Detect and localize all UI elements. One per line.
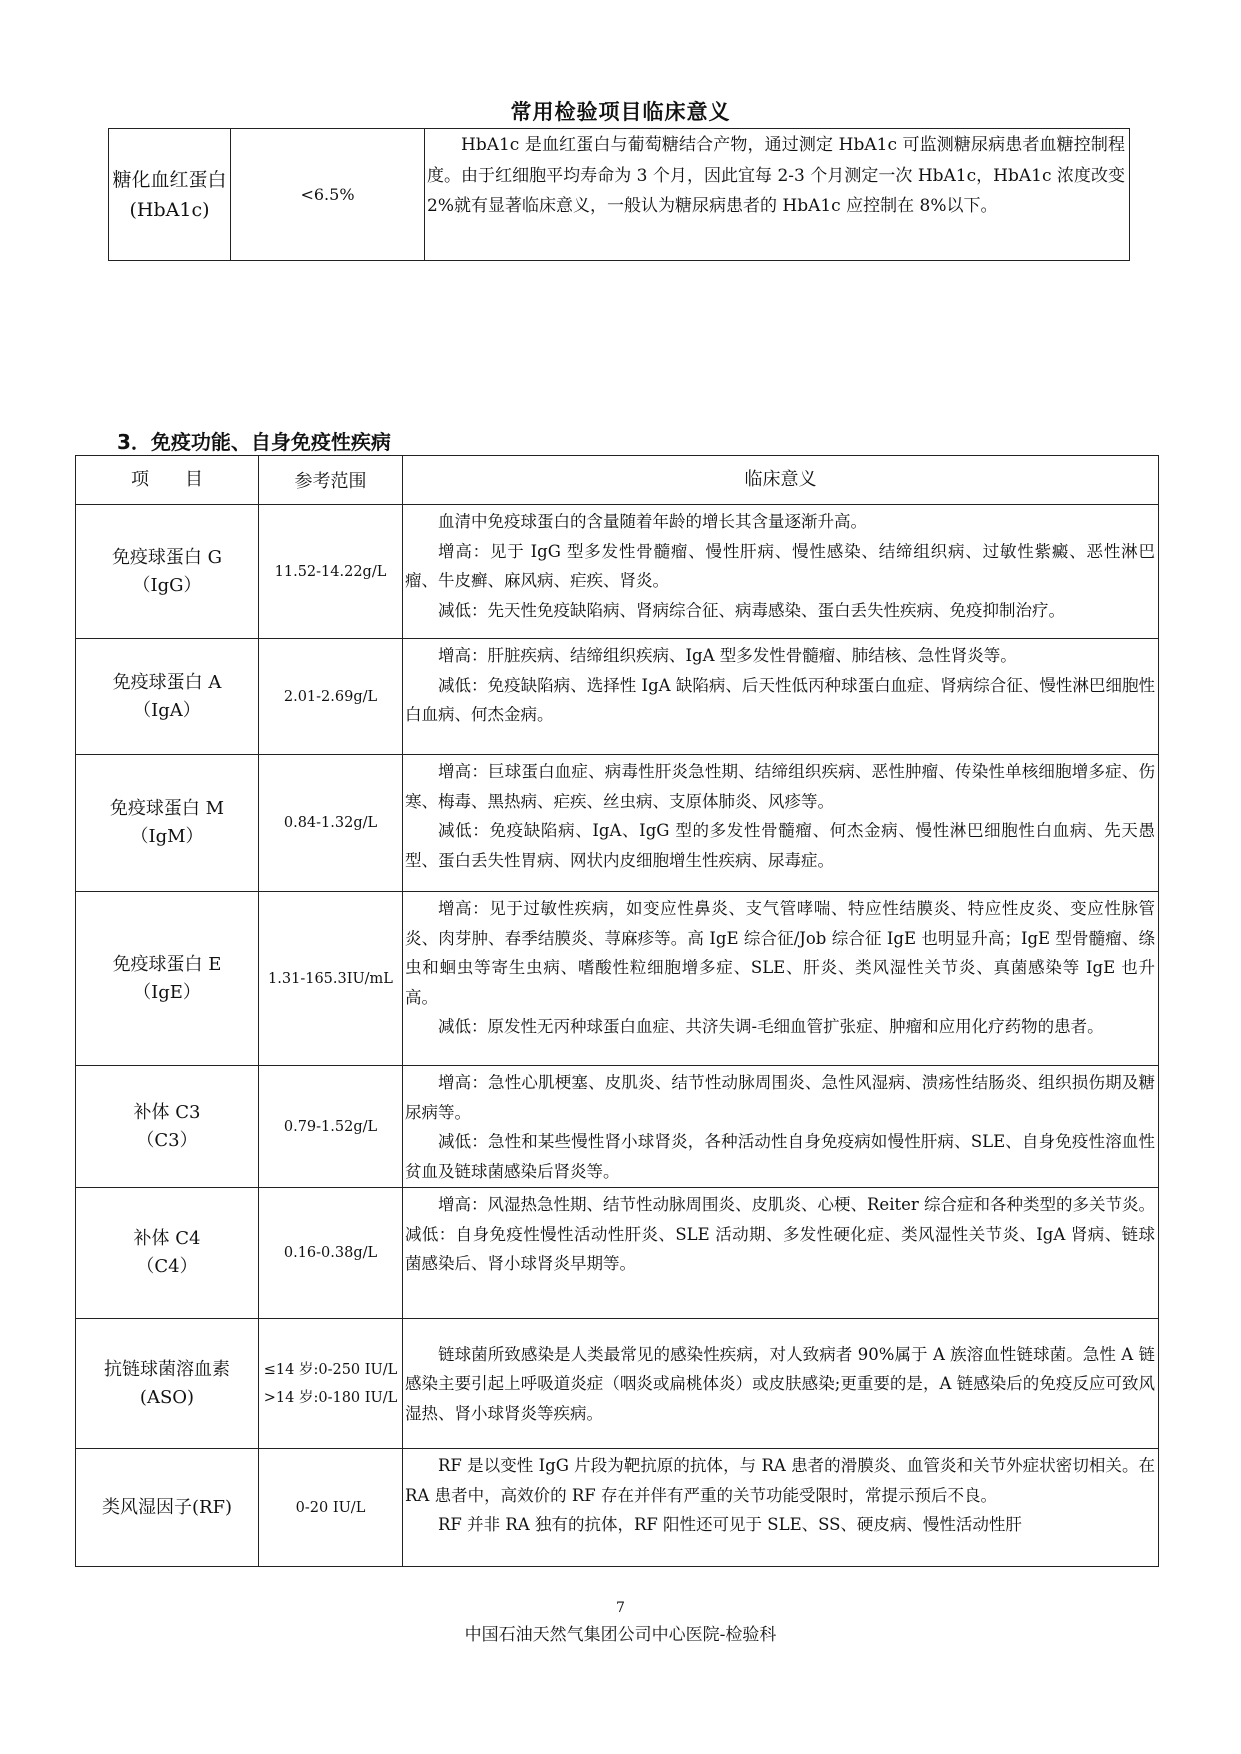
table-row-aso: [76, 1319, 1159, 1449]
table-row-c4: [76, 1188, 1159, 1319]
item-name: 类风湿因子(RF): [101, 1496, 233, 1518]
clinical-meaning: HbA1c 是血红蛋白与葡萄糖结合产物，通过测定 HbA1c 可监测糖尿病患者血糖控制程度。由于红细胞平均寿命为 3 个月，因此宜每 2-3 个月测定一次 HbA1c，HbA1c 浓度改变 2%就有显著临床意义，一般认为糖尿病患者的 HbA1c 应控制在 8%以下。: [427, 135, 1125, 216]
clinical-meaning-cell: [403, 1449, 1159, 1567]
item-abbreviation: （IgE）: [133, 981, 201, 1003]
item-name-cell: [76, 1188, 259, 1319]
reference-range: 2.01-2.69g/L: [259, 639, 403, 755]
clinical-meaning-cell: [403, 1319, 1159, 1449]
item-name: 免疫球蛋白 A: [112, 671, 222, 693]
reference-range: 0.79-1.52g/L: [259, 1066, 403, 1188]
meaning-paragraph: 增高：巨球蛋白血症、病毒性肝炎急性期、结缔组织疾病、恶性肿瘤、传染性单核细胞增多症、伤寒、梅毒、黑热病、疟疾、丝虫病、支原体肺炎、风疹等。: [405, 762, 1155, 811]
meaning-paragraph: 减低：自身免疫性慢性活动性肝炎、SLE 活动期、多发性硬化症、类风湿性关节炎、IgA 肾病、链球菌感染后、肾小球肾炎早期等。: [405, 1224, 1155, 1273]
reference-range-child: ≤14 岁:0-250 IU/L: [263, 1361, 398, 1378]
reference-range-cell: [231, 129, 425, 261]
clinical-meaning-cell: [403, 505, 1159, 639]
reference-range-adult: >14 岁:0-180 IU/L: [263, 1389, 398, 1406]
item-abbreviation: （IgM）: [130, 826, 204, 847]
meaning-paragraph: 减低：原发性无丙种球蛋白血症、共济失调-毛细血管扩张症、肿瘤和应用化疗药物的患者。: [438, 1017, 1104, 1036]
immune-function-table: [75, 455, 1159, 1567]
item-name-cell: [76, 1319, 259, 1449]
reference-range: 11.52-14.22g/L: [259, 505, 403, 639]
meaning-paragraph: 减低：急性和某些慢性肾小球肾炎，各种活动性自身免疫病如慢性肝病、SLE、自身免疫性溶血性贫血及链球菌感染后肾炎等。: [405, 1132, 1155, 1181]
item-name-cell: [76, 755, 259, 892]
meaning-paragraph: 增高：肝脏疾病、结缔组织疾病、IgA 型多发性骨髓瘤、肺结核、急性肾炎等。: [438, 646, 1017, 665]
header-clinical-meaning: 临床意义: [403, 456, 1159, 505]
item-name-cell: [76, 505, 259, 639]
clinical-meaning-cell: [403, 892, 1159, 1066]
section-heading: 3．免疫功能、自身免疫性疾病: [117, 430, 391, 454]
table-row-iga: [76, 639, 1159, 755]
meaning-paragraph: 增高：见于 IgG 型多发性骨髓瘤、慢性肝病、慢性感染、结缔组织病、过敏性紫癜、恶性淋巴瘤、牛皮癣、麻风病、疟疾、肾炎。: [405, 541, 1155, 590]
clinical-meaning-cell: [403, 755, 1159, 892]
item-name-cell: [76, 639, 259, 755]
meaning-paragraph: 增高：见于过敏性疾病，如变应性鼻炎、支气管哮喘、特应性结膜炎、特应性皮炎、变应性脉管炎、肉芽肿、春季结膜炎、荨麻疹等。高 IgE 综合征/Job 综合征 IgE 也明显升高；IgE 型骨髓瘤、绦虫和蛔虫等寄生虫病、嗜酸性粒细胞增多症、SLE、肝炎、类风湿性关节炎、真菌感染等 IgE 也升高。: [405, 899, 1155, 1007]
page-number: 7: [616, 1600, 625, 1616]
reference-range: 0.16-0.38g/L: [259, 1188, 403, 1319]
item-name: 免疫球蛋白 G: [111, 546, 223, 568]
item-name-cell: [109, 129, 231, 261]
item-name-cell: [76, 892, 259, 1066]
table-row-igm: [76, 755, 1159, 892]
meaning-paragraph: RF 是以变性 IgG 片段为靶抗原的抗体，与 RA 患者的滑膜炎、血管炎和关节外症状密切相关。在 RA 患者中，高效价的 RF 存在并伴有严重的关节功能受限时，常提示预后不良。: [405, 1456, 1155, 1505]
item-name-cell: [76, 1449, 259, 1567]
table-row-rf: [76, 1449, 1159, 1567]
table-row-ige: [76, 892, 1159, 1066]
meaning-paragraph: 减低：先天性免疫缺陷病、肾病综合征、病毒感染、蛋白丢失性疾病、免疫抑制治疗。: [438, 600, 1065, 620]
clinical-meaning-cell: [403, 1066, 1159, 1188]
table-header-row: [76, 456, 1159, 505]
hba1c-table: [108, 128, 1130, 261]
table-row-c3: [76, 1066, 1159, 1188]
table-row-igg: [76, 505, 1159, 639]
table-row: [109, 129, 1130, 261]
header-reference-range: 参考范围: [259, 456, 403, 505]
clinical-meaning-cell: [403, 1188, 1159, 1319]
reference-range-cell: [259, 1319, 403, 1449]
item-name-cell: [76, 1066, 259, 1188]
item-abbreviation: （IgG）: [132, 574, 202, 596]
reference-range: <6.5%: [300, 185, 355, 204]
meaning-paragraph: 减低：免疫缺陷病、IgA、IgG 型的多发性骨髓瘤、何杰金病、慢性淋巴细胞性白血病、先天愚型、蛋白丢失性胃病、网状内皮细胞增生性疾病、尿毒症。: [405, 821, 1155, 870]
reference-range: 0.84-1.32g/L: [259, 755, 403, 892]
clinical-meaning-cell: [425, 129, 1130, 261]
item-name: 补体 C4: [133, 1228, 201, 1249]
item-abbreviation: （C4）: [136, 1256, 198, 1277]
item-name: 补体 C3: [133, 1101, 201, 1123]
item-name: 免疫球蛋白 E: [112, 953, 222, 975]
meaning-paragraph: 血清中免疫球蛋白的含量随着年龄的增长其含量逐渐升高。: [438, 512, 867, 531]
reference-range: 1.31-165.3IU/mL: [259, 892, 403, 1066]
meaning-paragraph: 增高：风湿热急性期、结节性动脉周围炎、皮肌炎、心梗、Reiter 综合症和各种类型的多关节炎。: [438, 1195, 1155, 1214]
item-name: 糖化血红蛋白(HbA1c): [112, 168, 227, 221]
item-name: 免疫球蛋白 M: [109, 798, 225, 819]
clinical-meaning-cell: [403, 639, 1159, 755]
item-name: 抗链球菌溶血素: [104, 1358, 230, 1380]
meaning-paragraph: 链球菌所致感染是人类最常见的感染性疾病，对人致病者 90%属于 A 族溶血性链球菌。急性 A 链感染主要引起上呼吸道炎症（咽炎或扁桃体炎）或皮肤感染;更重要的是，A 链感染后的免疫反应可致风湿热、肾小球肾炎等疾病。: [405, 1344, 1155, 1423]
page-title: 常用检验项目临床意义: [510, 100, 731, 124]
header-item: 项 目: [76, 456, 259, 505]
meaning-paragraph: 减低：免疫缺陷病、选择性 IgA 缺陷病、后天性低丙种球蛋白血症、肾病综合征、慢性淋巴细胞性白血病、何杰金病。: [405, 675, 1155, 724]
item-abbreviation: （IgA）: [133, 699, 201, 721]
item-abbreviation: (ASO): [139, 1386, 195, 1408]
item-abbreviation: （C3）: [136, 1129, 198, 1151]
meaning-paragraph: RF 并非 RA 独有的抗体，RF 阳性还可见于 SLE、SS、硬皮病、慢性活动性肝: [438, 1515, 1022, 1534]
meaning-paragraph: 增高：急性心肌梗塞、皮肌炎、结节性动脉周围炎、急性风湿病、溃疡性结肠炎、组织损伤期及糖尿病等。: [405, 1073, 1155, 1122]
footer-organization: 中国石油天然气集团公司中心医院-检验科: [464, 1625, 777, 1645]
reference-range: 0-20 IU/L: [259, 1449, 403, 1567]
